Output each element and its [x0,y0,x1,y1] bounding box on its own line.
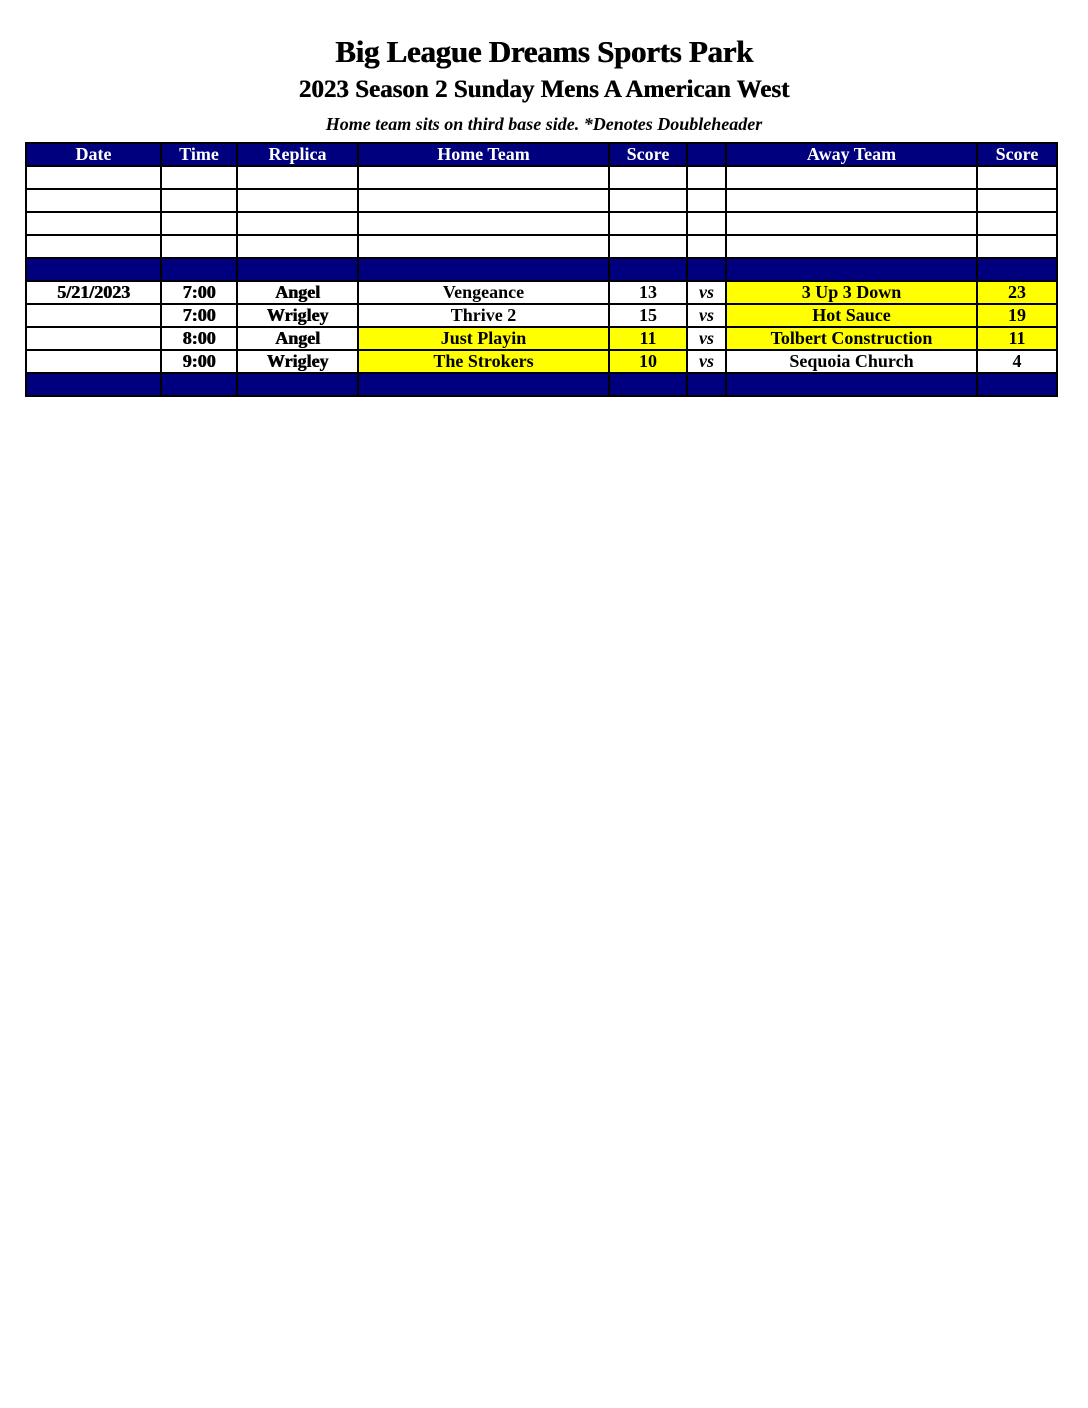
game-date [26,304,161,327]
empty-row [26,212,1057,235]
column-header-away-team: Away Team [726,143,977,166]
band-cell [977,258,1057,281]
versus-label: vs [687,327,726,350]
empty-cell [161,235,237,258]
empty-cell [726,166,977,189]
empty-row [26,166,1057,189]
empty-cell [726,189,977,212]
versus-label: vs [687,281,726,304]
home-score: 13 [609,281,687,304]
empty-cell [609,189,687,212]
empty-cell [726,212,977,235]
empty-cell [687,235,726,258]
empty-cell [161,189,237,212]
column-header-vs [687,143,726,166]
game-time: 9:00 [161,350,237,373]
game-time: 7:00 [161,281,237,304]
empty-cell [161,212,237,235]
separator-band [26,373,1057,396]
game-field: Wrigley [237,350,358,373]
home-team: The Strokers [358,350,609,373]
empty-cell [358,166,609,189]
game-row [26,304,1057,327]
page-subtitle: 2023 Season 2 Sunday Mens A American West [298,76,790,103]
game-row [26,281,1057,304]
empty-cell [358,189,609,212]
game-field: Angel [237,281,358,304]
band-cell [609,373,687,396]
away-team: Hot Sauce [726,304,977,327]
home-team: Just Playin [358,327,609,350]
away-score: 4 [977,350,1057,373]
empty-row [26,189,1057,212]
game-row [26,350,1057,373]
empty-cell [26,212,161,235]
separator-band [26,258,1057,281]
empty-cell [237,235,358,258]
empty-cell [358,235,609,258]
band-cell [237,373,358,396]
column-header-home-score: Score [609,143,687,166]
column-header-date: Date [26,143,161,166]
versus-label: vs [687,350,726,373]
empty-cell [26,189,161,212]
empty-cell [977,235,1057,258]
empty-cell [726,235,977,258]
game-row [26,327,1057,350]
column-header-away-score: Score [977,143,1057,166]
empty-cell [687,212,726,235]
empty-cell [26,166,161,189]
schedule-note: Home team sits on third base side. *Denotes Doubleheader [325,114,763,134]
empty-cell [609,166,687,189]
header-row [26,143,1057,166]
column-header-replica: Replica [237,143,358,166]
game-date [26,327,161,350]
versus-label: vs [687,304,726,327]
empty-cell [687,166,726,189]
away-score: 19 [977,304,1057,327]
home-score: 11 [609,327,687,350]
game-date [26,350,161,373]
game-field: Angel [237,327,358,350]
band-cell [161,373,237,396]
away-team: 3 Up 3 Down [726,281,977,304]
empty-cell [237,166,358,189]
empty-row [26,235,1057,258]
band-cell [26,373,161,396]
column-header-time: Time [161,143,237,166]
empty-cell [977,189,1057,212]
band-cell [609,258,687,281]
band-cell [26,258,161,281]
empty-cell [977,166,1057,189]
empty-cell [609,212,687,235]
empty-cell [237,212,358,235]
game-field: Wrigley [237,304,358,327]
band-cell [726,258,977,281]
empty-cell [358,212,609,235]
game-time: 7:00 [161,304,237,327]
band-cell [358,373,609,396]
band-cell [687,258,726,281]
schedule-table [25,142,1058,397]
home-score: 15 [609,304,687,327]
away-score: 11 [977,327,1057,350]
empty-cell [26,235,161,258]
game-date: 5/21/2023 [26,281,161,304]
band-cell [237,258,358,281]
home-team: Vengeance [358,281,609,304]
empty-cell [687,189,726,212]
band-cell [358,258,609,281]
column-header-home-team: Home Team [358,143,609,166]
empty-cell [977,212,1057,235]
band-cell [977,373,1057,396]
band-cell [161,258,237,281]
away-score: 23 [977,281,1057,304]
page-title: Big League Dreams Sports Park [335,34,753,69]
band-cell [687,373,726,396]
empty-cell [161,166,237,189]
home-team: Thrive 2 [358,304,609,327]
home-score: 10 [609,350,687,373]
empty-cell [609,235,687,258]
empty-cell [237,189,358,212]
band-cell [726,373,977,396]
away-team: Sequoia Church [726,350,977,373]
away-team: Tolbert Construction [726,327,977,350]
game-time: 8:00 [161,327,237,350]
